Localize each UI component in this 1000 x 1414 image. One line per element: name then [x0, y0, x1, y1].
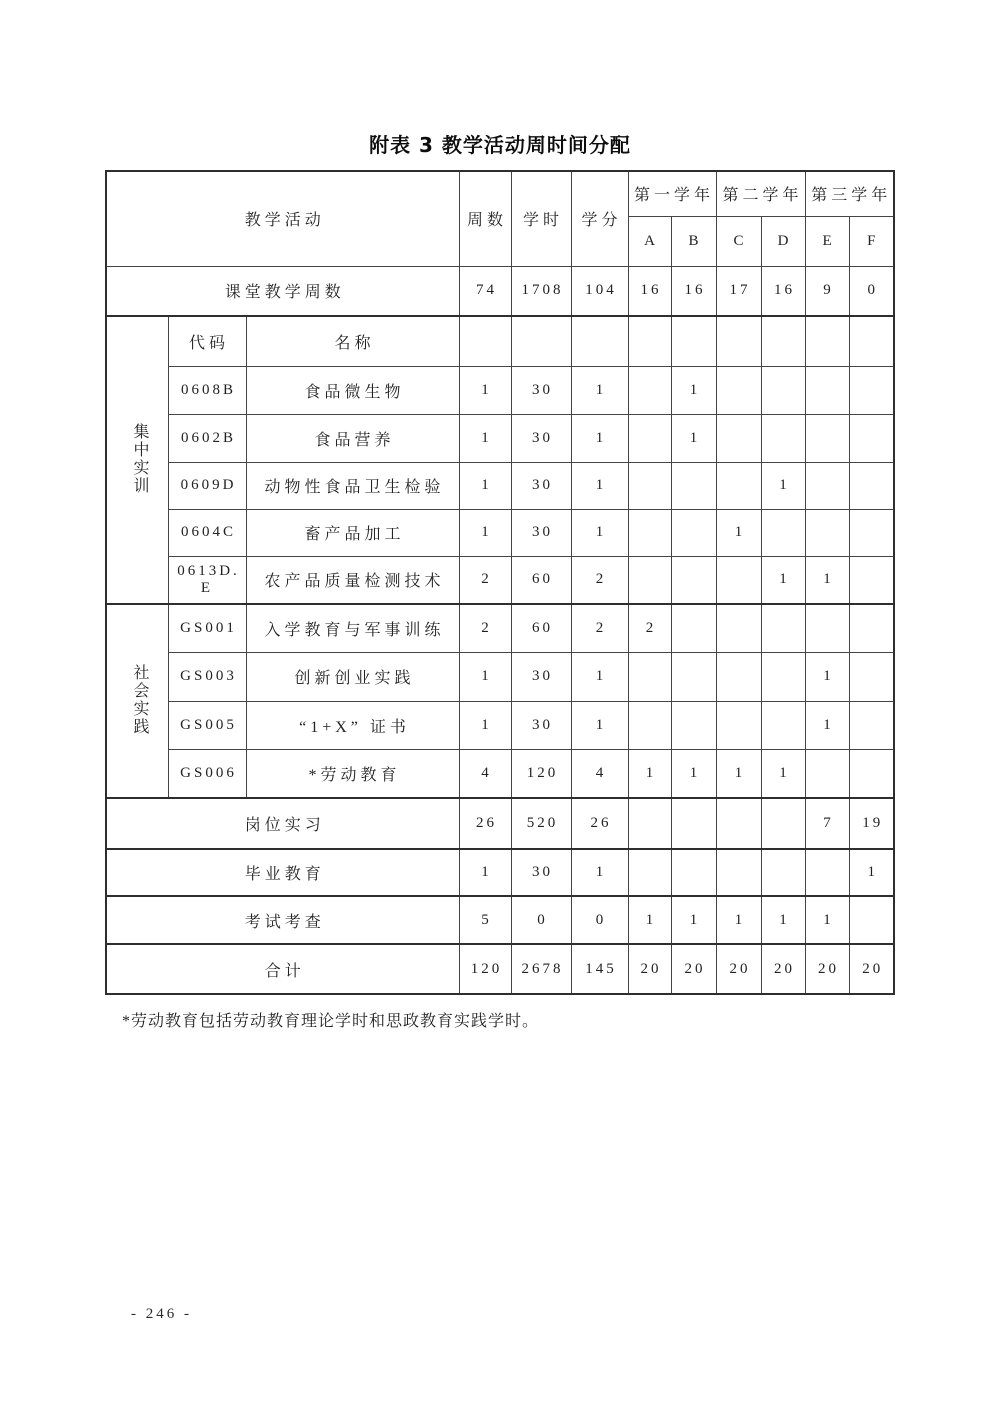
course-weeks: 1 [459, 414, 511, 462]
summary-term-a: 1 [628, 896, 671, 944]
header-term-d: D [761, 216, 805, 266]
summary-credits: 26 [571, 798, 628, 849]
course-term-e [805, 414, 849, 462]
course-row-GS001 [106, 604, 894, 652]
course-term-f [849, 414, 894, 462]
empty-cell [761, 316, 805, 366]
header-hours: 学时 [511, 171, 571, 266]
header-year-2-label: 第二学年 [722, 187, 803, 205]
course-name: 入学教育与军事训练 [246, 604, 459, 652]
course-credits: 1 [571, 652, 628, 701]
summary-term-e: 20 [805, 944, 849, 994]
header-year-3-label: 第三学年 [811, 187, 892, 205]
course-term-c [716, 462, 761, 509]
teaching-activity-table [105, 170, 895, 995]
group1-label-cell [106, 316, 168, 604]
summary-term-f: 20 [849, 944, 894, 994]
course-term-f [849, 749, 894, 798]
course-term-e [805, 604, 849, 652]
course-weeks: 4 [459, 749, 511, 798]
course-credits: 1 [571, 414, 628, 462]
course-name: 动物性食品卫生检验 [246, 462, 459, 509]
subheader-name: 名称 [246, 316, 459, 366]
course-term-f [849, 556, 894, 604]
header-term-b: B [671, 216, 716, 266]
summary-hours: 0 [511, 896, 571, 944]
classroom-term-f: 0 [849, 266, 894, 316]
header-term-e: E [805, 216, 849, 266]
course-term-d: 1 [761, 749, 805, 798]
course-term-e [805, 509, 849, 556]
classroom-term-a: 16 [628, 266, 671, 316]
course-term-e [805, 749, 849, 798]
course-term-c [716, 556, 761, 604]
course-term-c [716, 652, 761, 701]
course-term-f [849, 366, 894, 414]
course-code: 0604C [168, 509, 246, 556]
summary-term-b [671, 798, 716, 849]
course-term-e [805, 462, 849, 509]
course-term-b [671, 701, 716, 749]
course-credits: 1 [571, 366, 628, 414]
course-term-f [849, 509, 894, 556]
course-term-f [849, 652, 894, 701]
course-credits: 4 [571, 749, 628, 798]
classroom-term-c: 17 [716, 266, 761, 316]
course-weeks: 2 [459, 556, 511, 604]
header-year-1-label: 第一学年 [634, 187, 715, 205]
summary-weeks: 26 [459, 798, 511, 849]
course-name: 畜产品加工 [246, 509, 459, 556]
course-row-0608B [106, 366, 894, 414]
classroom-weeks-row [106, 266, 894, 316]
header-row-years [106, 171, 894, 216]
classroom-term-b: 16 [671, 266, 716, 316]
course-term-e: 1 [805, 556, 849, 604]
empty-cell [571, 316, 628, 366]
empty-cell [716, 316, 761, 366]
course-row-0613DE [106, 556, 894, 604]
course-credits: 1 [571, 462, 628, 509]
course-term-a [628, 462, 671, 509]
course-code: GS005 [168, 701, 246, 749]
course-credits: 1 [571, 701, 628, 749]
empty-cell [511, 316, 571, 366]
header-term-c: C [716, 216, 761, 266]
classroom-hours: 1708 [511, 266, 571, 316]
summary-credits: 145 [571, 944, 628, 994]
course-term-d: 1 [761, 556, 805, 604]
course-weeks: 1 [459, 462, 511, 509]
course-weeks: 2 [459, 604, 511, 652]
course-term-d: 1 [761, 462, 805, 509]
course-term-c [716, 414, 761, 462]
summary-credits: 0 [571, 896, 628, 944]
summary-term-c: 20 [716, 944, 761, 994]
course-term-c [716, 701, 761, 749]
course-code: 0608B [168, 366, 246, 414]
table-footnote: *劳动教育包括劳动教育理论学时和思政教育实践学时。 [122, 1013, 540, 1030]
header-year-1 [628, 171, 716, 216]
header-credits: 学分 [571, 171, 628, 266]
summary-term-f [849, 896, 894, 944]
course-row-0604C [106, 509, 894, 556]
course-term-c: 1 [716, 509, 761, 556]
course-weeks: 1 [459, 701, 511, 749]
summary-term-c [716, 798, 761, 849]
course-row-0602B [106, 414, 894, 462]
course-credits: 2 [571, 604, 628, 652]
header-year-3 [805, 171, 894, 216]
course-weeks: 1 [459, 366, 511, 414]
course-hours: 60 [511, 604, 571, 652]
course-term-d [761, 366, 805, 414]
course-name: *劳动教育 [246, 749, 459, 798]
empty-cell [628, 316, 671, 366]
course-weeks: 1 [459, 509, 511, 556]
classroom-credits: 104 [571, 266, 628, 316]
course-code: 0602B [168, 414, 246, 462]
summary-weeks: 5 [459, 896, 511, 944]
course-term-d [761, 652, 805, 701]
course-term-d [761, 604, 805, 652]
course-term-a [628, 509, 671, 556]
summary-term-c: 1 [716, 896, 761, 944]
course-hours: 60 [511, 556, 571, 604]
summary-term-d [761, 798, 805, 849]
course-code: 0613D. E [168, 556, 246, 604]
header-term-f: F [849, 216, 894, 266]
course-term-d [761, 414, 805, 462]
course-term-b [671, 462, 716, 509]
classroom-term-d: 16 [761, 266, 805, 316]
summary-hours: 520 [511, 798, 571, 849]
course-hours: 30 [511, 701, 571, 749]
course-term-d [761, 509, 805, 556]
course-code: GS003 [168, 652, 246, 701]
summary-label: 合计 [106, 944, 459, 994]
course-term-a [628, 366, 671, 414]
page-number: - 246 - [131, 1306, 192, 1322]
course-term-a: 2 [628, 604, 671, 652]
summary-row-exams [106, 896, 894, 944]
course-term-b: 1 [671, 366, 716, 414]
course-code: GS006 [168, 749, 246, 798]
header-term-a: A [628, 216, 671, 266]
course-hours: 30 [511, 366, 571, 414]
course-term-c [716, 366, 761, 414]
group1-label: 集中实训 [130, 423, 148, 495]
summary-hours: 2678 [511, 944, 571, 994]
summary-hours: 30 [511, 849, 571, 896]
summary-term-c [716, 849, 761, 896]
course-hours: 120 [511, 749, 571, 798]
course-name: 创新创业实践 [246, 652, 459, 701]
course-term-b [671, 556, 716, 604]
course-credits: 1 [571, 509, 628, 556]
course-term-f [849, 462, 894, 509]
course-row-0609D [106, 462, 894, 509]
course-term-b: 1 [671, 749, 716, 798]
course-hours: 30 [511, 462, 571, 509]
group2-label: 社会实践 [130, 664, 148, 736]
summary-label: 毕业教育 [106, 849, 459, 896]
course-code: 0609D [168, 462, 246, 509]
course-term-c [716, 604, 761, 652]
course-term-f [849, 604, 894, 652]
summary-term-a [628, 798, 671, 849]
course-credits: 2 [571, 556, 628, 604]
summary-term-d [761, 849, 805, 896]
group2-label-cell [106, 604, 168, 798]
course-term-a [628, 701, 671, 749]
classroom-weeks: 74 [459, 266, 511, 316]
course-weeks: 1 [459, 652, 511, 701]
summary-term-f: 1 [849, 849, 894, 896]
course-name: “1+X” 证书 [246, 701, 459, 749]
course-code: GS001 [168, 604, 246, 652]
summary-term-e [805, 849, 849, 896]
subheader-code: 代码 [168, 316, 246, 366]
summary-label: 考试考查 [106, 896, 459, 944]
course-name: 食品微生物 [246, 366, 459, 414]
course-term-e [805, 366, 849, 414]
header-weeks: 周数 [459, 171, 511, 266]
page-title: 附表 3 教学活动周时间分配 [369, 133, 631, 157]
header-activity: 教学活动 [106, 171, 459, 266]
summary-label: 岗位实习 [106, 798, 459, 849]
summary-term-e: 1 [805, 896, 849, 944]
course-row-GS003 [106, 652, 894, 701]
summary-term-b: 20 [671, 944, 716, 994]
header-year-2 [716, 171, 805, 216]
empty-cell [805, 316, 849, 366]
summary-term-b [671, 849, 716, 896]
course-term-a [628, 414, 671, 462]
course-term-b [671, 509, 716, 556]
group1-subheader-row [106, 316, 894, 366]
summary-term-b: 1 [671, 896, 716, 944]
summary-term-a [628, 849, 671, 896]
classroom-label: 课堂教学周数 [106, 266, 459, 316]
course-row-GS005 [106, 701, 894, 749]
summary-term-d: 20 [761, 944, 805, 994]
course-term-e: 1 [805, 701, 849, 749]
course-term-a [628, 556, 671, 604]
course-term-f [849, 701, 894, 749]
course-term-e: 1 [805, 652, 849, 701]
summary-term-d: 1 [761, 896, 805, 944]
course-term-c: 1 [716, 749, 761, 798]
course-term-b [671, 604, 716, 652]
summary-row-internship [106, 798, 894, 849]
course-name: 食品营养 [246, 414, 459, 462]
course-term-b [671, 652, 716, 701]
empty-cell [671, 316, 716, 366]
summary-term-a: 20 [628, 944, 671, 994]
course-term-b: 1 [671, 414, 716, 462]
summary-weeks: 1 [459, 849, 511, 896]
empty-cell [459, 316, 511, 366]
course-term-a: 1 [628, 749, 671, 798]
summary-weeks: 120 [459, 944, 511, 994]
summary-credits: 1 [571, 849, 628, 896]
course-hours: 30 [511, 509, 571, 556]
course-term-a [628, 652, 671, 701]
empty-cell [849, 316, 894, 366]
summary-row-graduation [106, 849, 894, 896]
classroom-term-e: 9 [805, 266, 849, 316]
course-hours: 30 [511, 414, 571, 462]
summary-row-total [106, 944, 894, 994]
course-name: 农产品质量检测技术 [246, 556, 459, 604]
course-row-GS006 [106, 749, 894, 798]
course-term-d [761, 701, 805, 749]
summary-term-e: 7 [805, 798, 849, 849]
summary-term-f: 19 [849, 798, 894, 849]
course-hours: 30 [511, 652, 571, 701]
